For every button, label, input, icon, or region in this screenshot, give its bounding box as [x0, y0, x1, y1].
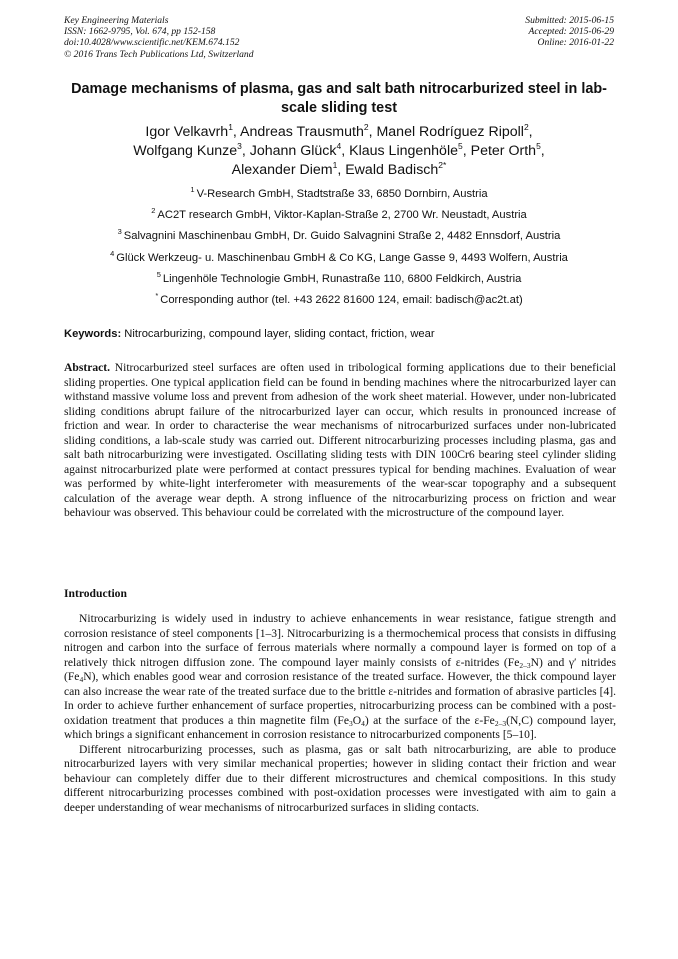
paragraph: Nitrocarburizing is widely used in industry to achieve enhancements in wear resistance, fatigue strength and corrosion resistance of steel components [1–3]. Nitrocarburizing is a thermochemical process that consists in diffusing nitrogen and carbon into the surface of ferrous materials where normally a compound layer is formed on top of a relatively thick nitrogen diffusion zone. The compound layer mainly consists of ε-nitrides $(Fe_{2-3}N)$ and γ′ nitrides $(Fe_4N)$, which enables good wear and corrosion resistance of the treated surface. However, the thick compound layer can also increase the wear rate of the treated surface due to the brittle ε-nitrides and formation of abrasive particles [4]. In order to achieve further enhancement of surface properties, nitrocarburizing process can be combined with a post-oxidation treatment that produces a thin magnetite film $(Fe_3O_4)$ at the surface of the $\varepsilon-Fe_{2-3}(N,C)$ compound layer, which brings a significant enhancement in corrosion resistance to nitrocarburized components [5–10]. [64, 612, 617, 741]
corresponding-author: * Corresponding author (tel. +43 2622 81600 124, email: badisch@ac2t.at) [155, 290, 523, 306]
author: Johann Glück$^4$, [249, 141, 350, 159]
keywords-text: Nitrocarburizing, compound layer, sliding contact, friction, wear [121, 328, 435, 340]
online-date: Online: 2016-01-22 [537, 37, 614, 49]
submitted-date: Submitted: 2015-06-15 [525, 15, 614, 26]
affiliation: $^3$ Salvagnini Maschinenbau GmbH, Dr. Guido Salvagnini Straße 2, 4482 Ennsdorf, Austria [117, 227, 561, 243]
author: Klaus Lingenhöle$^5$, [349, 141, 471, 159]
affiliation: $^1$ V-Research GmbH, Stadtstraße 33, 6850 Dornbirn, Austria [190, 185, 488, 200]
author-list [60, 123, 618, 180]
paragraph: Different nitrocarburizing processes, such as plasma, gas or salt bath nitrocarburizing, are able to produce nitrocarburized layers with very similar mechanical properties; however in sliding contact their friction and wear behaviour can completely differ due to their different microstructures and chemical compositions. In this study different nitrocarburizing processes combined with post-oxidation processes were investigated with aim to gain a deeper understanding of wear mechanisms of nitrocarburized surfaces in sliding contacts. [64, 742, 616, 814]
author: Alexander Diem$^1$, [231, 160, 346, 178]
affiliation: $^2$ AC2T research GmbH, Viktor-Kaplan-Straße 2, 2700 Wr. Neustadt, Austria [151, 206, 527, 222]
keywords-label: Keywords: [64, 328, 122, 340]
author: Igor Velkavrh$^1$, [145, 122, 241, 140]
author: Manel Rodríguez Ripoll$^2$, [376, 122, 533, 140]
abstract [64, 361, 616, 521]
affiliation-list [50, 184, 628, 311]
journal-name: Key Engineering Materials [64, 15, 169, 26]
introduction-body [64, 612, 616, 815]
copyright-line: © 2016 Trans Tech Publications Ltd, Switzerland [64, 48, 254, 60]
author: Andreas Trausmuth$^2$, [240, 122, 377, 140]
journal-info [64, 15, 254, 60]
publication-dates [525, 15, 614, 49]
author: Ewald Badisch$^{2*}$ [345, 160, 447, 178]
affiliation: $^4$ Glück Werkzeug- u. Maschinenbau GmbH & Co KG, Lange Gasse 9, 4493 Wolfern, Austria [110, 248, 568, 264]
paper-title: Damage mechanisms of plasma, gas and salt bath nitrocarburized steel in lab-scale sliding test [71, 81, 607, 116]
abstract-label: Abstract. [64, 361, 111, 374]
doi-line: doi:10.4028/www.scientific.net/KEM.674.152 [64, 37, 240, 49]
author: Peter Orth$^5$, [470, 141, 545, 159]
accepted-date: Accepted: 2015-06-29 [528, 26, 614, 38]
abstract-text: Nitrocarburized steel surfaces are often used in tribological forming applications due to their beneficial sliding properties. One typical application field can be found in bending machines where the nitrocarburized layer can withstand massive volume loss and prevent from adhesion of the work sheet material. However, under non-lubricated sliding conditions abrupt failure of the nitrocarburized layer can occur, which results in pronounced increase of friction and wear. In order to characterise the wear mechanisms of nitrocarburized surfaces under non-lubricated sliding conditions, a lab-scale study was carried out. Different nitrocarburizing processes including plasma, gas and salt bath nitrocarburizing were investigated. Oscillating sliding tests with DIN 100Cr6 bearing steel cylinder sliding against nitrocarburized plate were performed at contact pressures typical for bending machines. Evaluation of wear was performed by white-light interferometer with measurements of the wear-scar topography and a subsequent calculation of the average wear depth. A strong influence of the nitrocarburizing process on friction and wear behaviour was observed. This behaviour could be correlated with the microstructure of the compound layer. [64, 361, 616, 520]
keywords-line [64, 327, 616, 341]
affiliation: $^5$ Lingenhöle Technologie GmbH, Runastraße 110, 6800 Feldkirch, Austria [156, 269, 522, 285]
author: Wolfgang Kunze$^3$, [133, 141, 250, 159]
issn-line: ISSN: 1662-9795, Vol. 674, pp 152-158 [64, 26, 216, 38]
introduction-heading: Introduction [64, 587, 127, 600]
